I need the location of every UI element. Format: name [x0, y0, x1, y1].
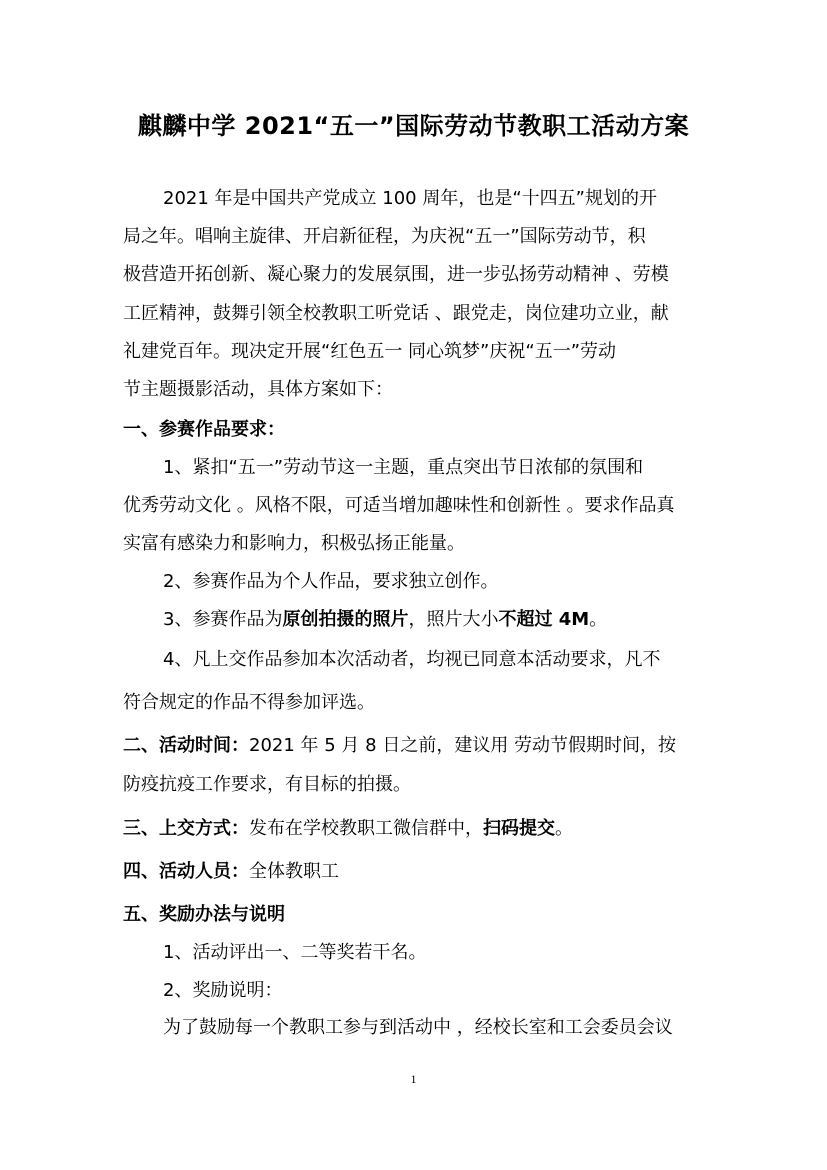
bold-text: 原创拍摄的照片 — [282, 609, 409, 630]
section-line — [123, 817, 573, 841]
page-number: 1 — [410, 1072, 417, 1086]
paragraph-line: 实富有感染力和影响力，积极弘扬正能量。 — [123, 533, 465, 554]
list-item: 4、凡上交作品参加本次活动者，均视已同意本活动要求，凡不 — [163, 649, 661, 670]
paragraph-line: 为了鼓励每一个教职工参与到活动中 ，经校长室和工会委员会议 — [163, 1017, 673, 1038]
section-heading: 五、奖励办法与说明 — [123, 904, 285, 925]
section-heading: 三、上交方式： — [123, 818, 249, 839]
paragraph-line: 符合规定的作品不得参加评选。 — [123, 692, 375, 713]
list-item: 2、奖励说明： — [163, 980, 283, 1001]
section-text: 。 — [555, 818, 573, 839]
item-text: ，照片大小 — [408, 609, 499, 630]
list-item: 1、活动评出一、二等奖若干名。 — [163, 942, 427, 963]
bold-text: 不超过 4M — [498, 609, 590, 630]
intro-line: 工匠精神，鼓舞引领全校教职工听党话 、跟党走，岗位建功立业，献 — [123, 303, 669, 324]
paragraph-line: 防疫抗疫工作要求，有目标的拍摄。 — [123, 774, 411, 795]
section-text: 全体教职工 — [249, 861, 339, 882]
document-title: 麒麟中学 2021“五一”国际劳动节教职工活动方案 — [137, 112, 690, 140]
section-heading: 一、参赛作品要求： — [123, 419, 285, 440]
section-heading: 四、活动人员： — [123, 861, 249, 882]
intro-line: 局之年。唱响主旋律、开启新征程，为庆祝“五一”国际劳动节，积 — [123, 226, 646, 247]
section-heading: 二、活动时间： — [123, 735, 249, 756]
intro-line: 礼建党百年。现决定开展“红色五一 同心筑梦”庆祝“五一”劳动 — [123, 341, 617, 362]
section-text: 2021 年 5 月 8 日之前，建议用 劳动节假期时间，按 — [249, 735, 677, 756]
bold-text: 扫码提交 — [483, 818, 555, 839]
item-text: 3、参赛作品为 — [163, 609, 283, 630]
list-item: 2、参赛作品为个人作品，要求独立创作。 — [163, 571, 499, 592]
intro-line: 极营造开拓创新、凝心聚力的发展氛围，进一步弘扬劳动精神 、劳模 — [123, 264, 669, 285]
item-text: 。 — [589, 609, 608, 630]
section-text: 发布在学校教职工微信群中， — [249, 818, 483, 839]
intro-line: 2021 年是中国共产党成立 100 周年，也是“十四五”规划的开 — [163, 188, 657, 209]
paragraph-line: 优秀劳动文化 。风格不限，可适当增加趣味性和创新性 。要求作品真 — [123, 495, 675, 516]
section-line — [123, 734, 676, 758]
list-item — [163, 608, 607, 632]
intro-line: 节主题摄影活动，具体方案如下： — [123, 379, 393, 400]
paragraph-line: 1、紧扣“五一”劳动节这一主题，重点突出节日浓郁的氛围和 — [163, 457, 644, 478]
section-line — [123, 860, 339, 884]
